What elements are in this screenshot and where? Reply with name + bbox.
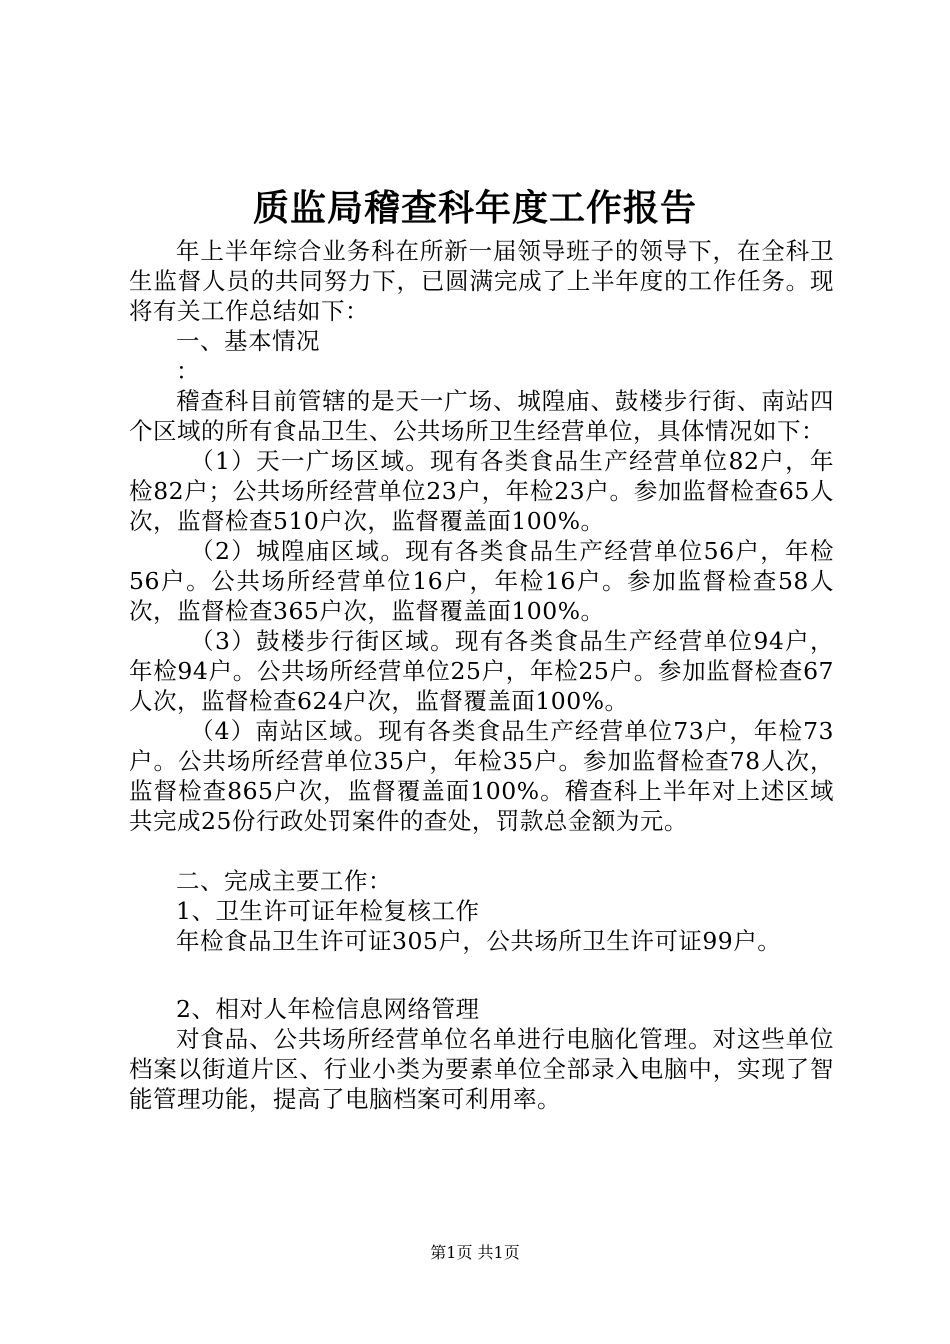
section-heading-basic-info: 一、基本情况 — [176, 327, 320, 355]
intro-paragraph: 年上半年综合业务科在所新一届领导班子的领导下，在全科卫生监督人员的共同努力下，已圆满完成了上半年度的工作任务。现将有关工作总结如下： — [129, 237, 834, 325]
jurisdiction-paragraph: 稽查科目前管辖的是天一广场、城隍庙、鼓楼步行街、南站四个区域的所有食品卫生、公共场所卫生经营单位，具体情况如下： — [129, 387, 834, 445]
area-item-3: （3）鼓楼步行街区域。现有各类食品生产经营单位94户，年检94户。公共场所经营单位25户，年检25户。参加监督检查67人次，监督检查624户次，监督覆盖面100%。 — [129, 627, 834, 715]
document-body — [129, 236, 834, 1114]
network-management-paragraph: 对食品、公共场所经营单位名单进行电脑化管理。对这些单位档案以街道片区、行业小类为要素单位全部录入电脑中，实现了智能管理功能，提高了电脑档案可利用率。 — [129, 1025, 834, 1113]
spacer — [129, 956, 834, 994]
spacer — [129, 836, 834, 866]
document-title: 质监局稽查科年度工作报告 — [252, 187, 697, 229]
subheading-license-review: 1、卫生许可证年检复核工作 — [176, 897, 480, 925]
colon-line: ： — [176, 357, 200, 385]
area-item-2: （2）城隍庙区域。现有各类食品生产经营单位56户，年检56户。公共场所经营单位16户，年检16户。参加监督检查58人次，监督检查365户次，监督覆盖面100%。 — [129, 537, 834, 625]
section-heading-main-work: 二、完成主要工作： — [176, 867, 392, 895]
license-review-paragraph: 年检食品卫生许可证305户，公共场所卫生许可证99户。 — [176, 927, 782, 955]
area-item-1: （1）天一广场区域。现有各类食品生产经营单位82户，年检82户；公共场所经营单位23户，年检23户。参加监督检查65人次，监督检查510户次，监督覆盖面100%。 — [129, 447, 834, 535]
subheading-network-management: 2、相对人年检信息网络管理 — [176, 995, 480, 1023]
area-item-4: （4）南站区域。现有各类食品生产经营单位73户，年检73户。公共场所经营单位35户，年检35户。参加监督检查78人次，监督检查865户次，监督覆盖面100%。稽查科上半年对上述区域共完成25份行政处罚案件的查处，罚款总金额为元。 — [129, 717, 834, 835]
page-footer: 第1页 共1页 — [430, 1243, 520, 1262]
